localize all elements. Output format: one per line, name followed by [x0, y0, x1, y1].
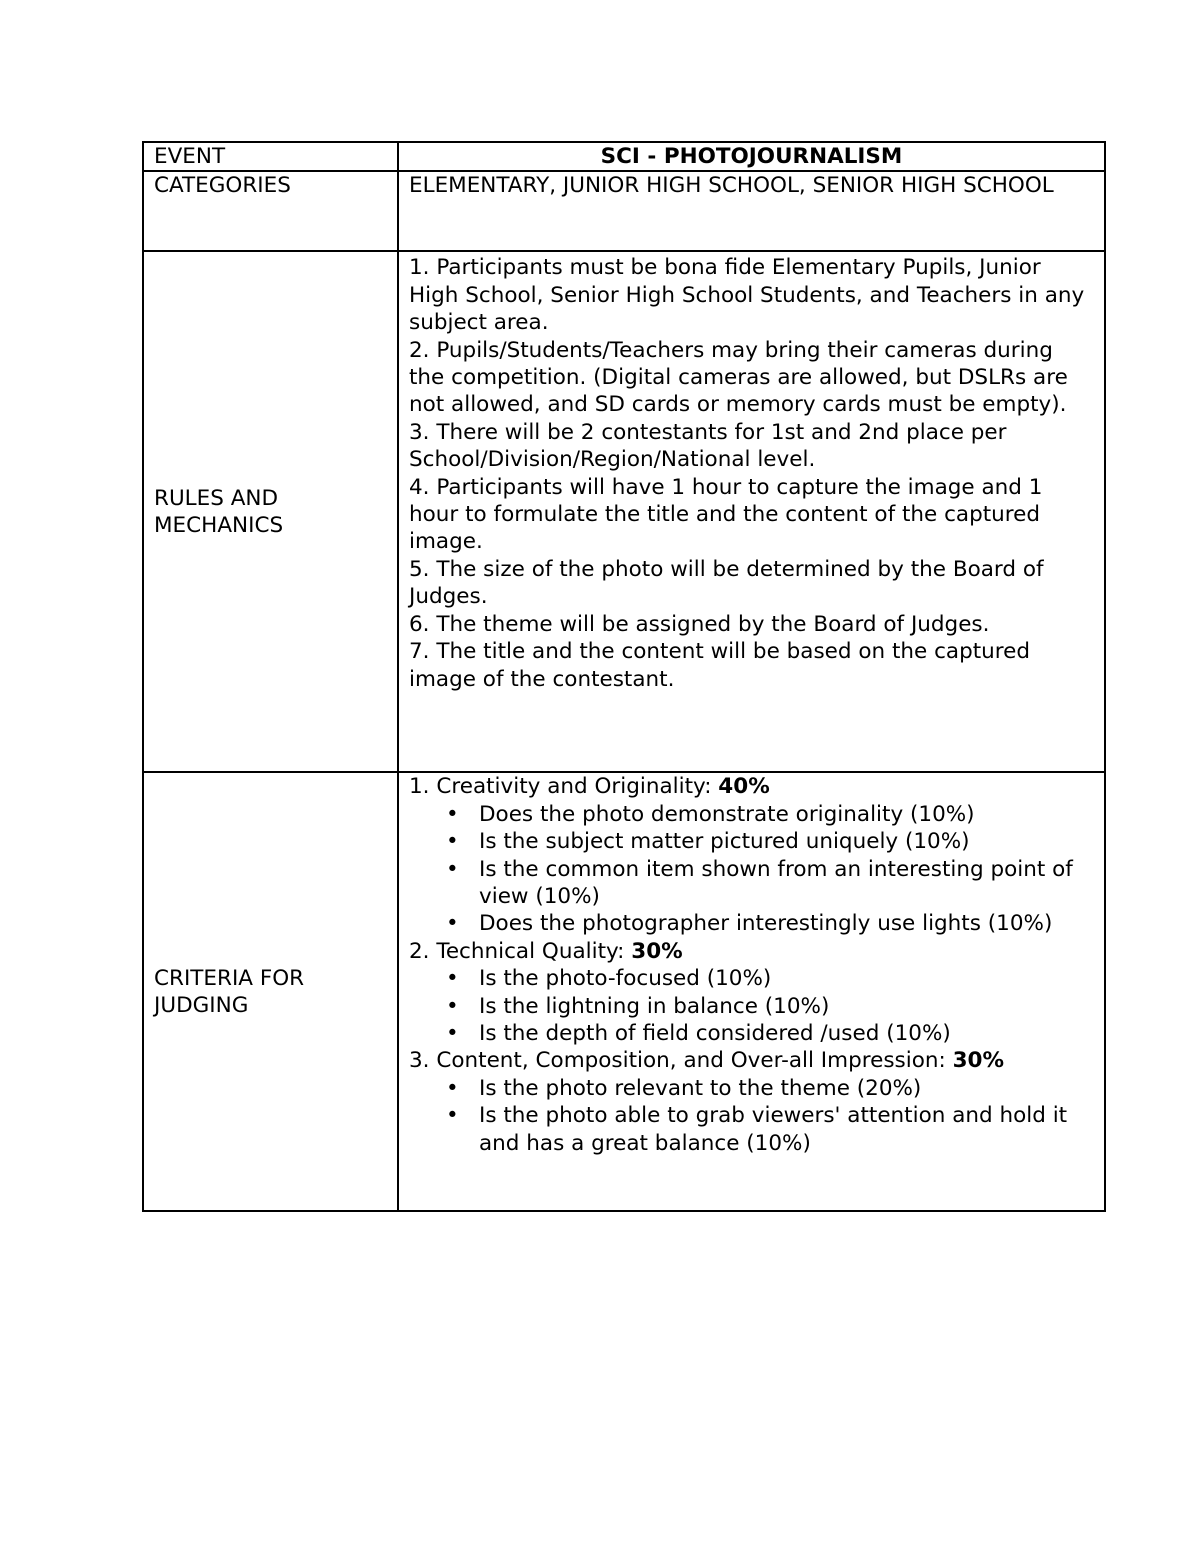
criterion-sub-text: Is the common item shown from an interesting point of view (10%) — [479, 856, 1073, 910]
criterion-sub-item — [409, 965, 1094, 992]
rules-list — [398, 251, 1105, 772]
criterion-sub-item — [409, 856, 1094, 911]
rules-row — [143, 251, 1105, 772]
bullet-icon: • — [446, 1075, 459, 1101]
criterion-sub-item — [409, 910, 1094, 937]
criterion-sub-list — [409, 965, 1094, 1047]
criterion-sub-text: Is the subject matter pictured uniquely (10%) — [479, 829, 970, 855]
bullet-icon: • — [446, 829, 459, 855]
criteria-label-cell — [143, 772, 398, 1211]
bullet-icon: • — [446, 993, 459, 1019]
criteria-list — [398, 772, 1105, 1211]
criterion-weight: 30% — [952, 1048, 1005, 1074]
criterion-title: 2. Technical Quality: — [409, 938, 632, 964]
criterion-sub-text: Does the photographer interestingly use lights (10%) — [479, 911, 1053, 937]
criterion-sub-item — [409, 1102, 1094, 1157]
criterion-title: 1. Creativity and Originality: — [409, 774, 719, 800]
categories-label: CATEGORIES — [143, 171, 398, 251]
rule-item: 6. The theme will be assigned by the Board of Judges. — [409, 611, 990, 637]
rule-item: 7. The title and the content will be based on the captured image of the contestant. — [409, 639, 1031, 692]
event-label: EVENT — [143, 142, 398, 171]
criterion-sub-text: Is the depth of field considered /used (10%) — [479, 1021, 951, 1047]
criterion-weight: 30% — [631, 938, 683, 964]
criterion-sub-text: Is the photo able to grab viewers' attention and hold it and has a great balance (10%) — [479, 1103, 1068, 1156]
categories-value: ELEMENTARY, JUNIOR HIGH SCHOOL, SENIOR HIGH SCHOOL — [398, 171, 1105, 251]
criterion-sub-item — [409, 1020, 1094, 1047]
criterion-sub-list — [409, 1075, 1094, 1157]
criterion-sub-item — [409, 801, 1094, 828]
criterion-sub-text: Is the photo relevant to the theme (20%) — [479, 1075, 922, 1101]
criterion-heading — [409, 1047, 1094, 1074]
criterion-sub-text: Does the photo demonstrate originality (10%) — [479, 801, 975, 827]
event-row — [143, 142, 1105, 171]
rule-item: 2. Pupils/Students/Teachers may bring their cameras during the competition. (Digital cameras are allowed, but DSLRs are not allowed, and SD cards or memory cards must be empty). — [409, 337, 1068, 418]
rule-item: 4. Participants will have 1 hour to capture the image and 1 hour to formulate the title and the content of the captured image. — [409, 474, 1043, 555]
event-details-table — [142, 141, 1106, 1212]
criterion-heading — [409, 773, 1094, 800]
criteria-row — [143, 772, 1105, 1211]
bullet-icon: • — [446, 801, 459, 827]
criterion-sub-item — [409, 1075, 1094, 1102]
criteria-label: CRITERIA FOR JUDGING — [154, 965, 305, 1018]
criterion-sub-item — [409, 993, 1094, 1020]
criterion-sub-text: Is the lightning in balance (10%) — [479, 993, 830, 1019]
rule-item: 3. There will be 2 contestants for 1st and 2nd place per School/Division/Region/National level. — [409, 419, 1007, 473]
bullet-icon: • — [446, 856, 459, 882]
event-value-cell — [398, 142, 1105, 171]
rules-label: RULES AND MECHANICS — [154, 485, 284, 538]
criterion-sub-item — [409, 828, 1094, 855]
bullet-icon: • — [446, 911, 459, 937]
criterion-weight: 40% — [718, 774, 770, 800]
bullet-icon: • — [446, 1021, 459, 1047]
rule-item: 5. The size of the photo will be determined by the Board of Judges. — [409, 556, 1044, 610]
criterion-sub-list — [409, 801, 1094, 938]
event-title: SCI - PHOTOJOURNALISM — [600, 144, 903, 169]
criterion-sub-text: Is the photo-focused (10%) — [479, 966, 772, 992]
rules-label-cell — [143, 251, 398, 772]
criterion-title: 3. Content, Composition, and Over-all Impression: — [409, 1048, 953, 1074]
categories-row — [143, 171, 1105, 251]
bullet-icon: • — [446, 1103, 459, 1129]
rule-item: 1. Participants must be bona fide Elementary Pupils, Junior High School, Senior High School Students, and Teachers in any subject area. — [409, 255, 1085, 336]
bullet-icon: • — [446, 966, 459, 992]
criterion-heading — [409, 938, 1094, 965]
